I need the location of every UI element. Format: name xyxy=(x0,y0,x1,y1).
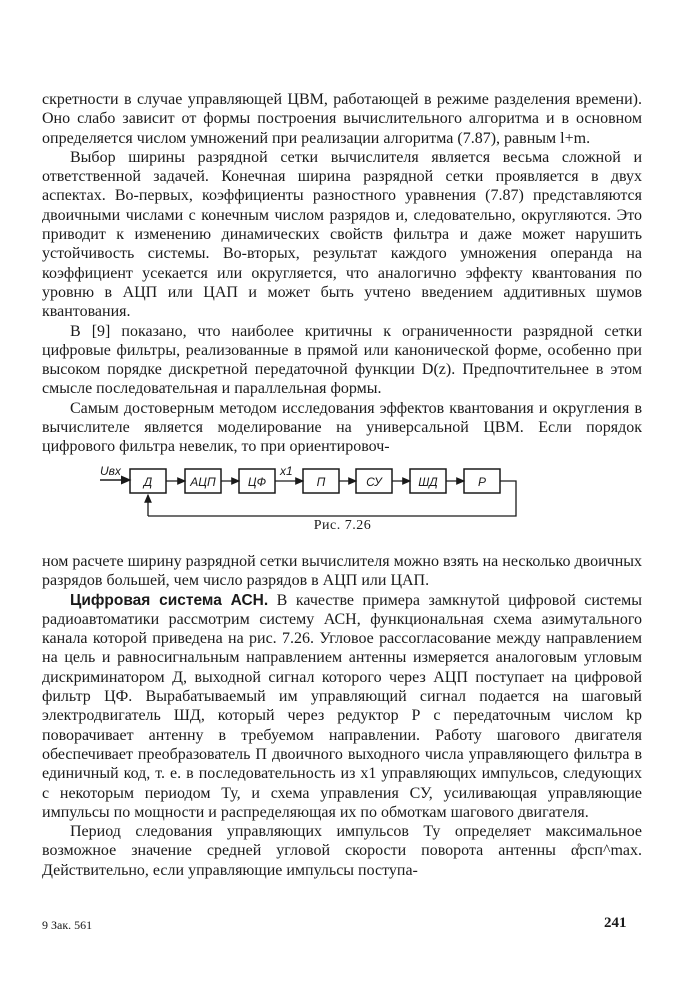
block-control-circuit xyxy=(356,469,392,493)
figure-caption: Рис. 7.26 xyxy=(313,518,372,533)
page-number: 241 xyxy=(604,915,627,931)
lower-text-block xyxy=(42,552,642,880)
block-diagram xyxy=(98,462,528,524)
block-label: Д xyxy=(143,475,153,489)
block-label: ЦФ xyxy=(247,475,267,489)
block-label: АЦП xyxy=(190,475,216,489)
paragraph-3: В [9] показано, что наиболее критичны к ограниченности разрядной сетки цифровые фильтры, реализованные в прямой или канонической форме, особенно при высоком порядке дискретной передаточной функции D(z). Предпочтительнее в этом смысле последовательная и параллельная формы. xyxy=(42,322,642,398)
paragraph-1: скретности в случае управляющей ЦВМ, работающей в режиме разделения времени). Оно слабо зависит от формы построения вычислительного алгоритма и в основном определяется числом умножений при реализации алгоритма (7.87), равным l+m. xyxy=(42,91,642,147)
block-converter xyxy=(303,469,339,493)
paragraph-2: Выбор ширины разрядной сетки вычислителя является весьма сложной и ответственной задачей. Конечная ширина разрядной сетки проявляется в двух аспектах. Во-первых, коэффициенты разностного уравнения (7.87) представляются двоичными числами с конечным числом разрядов и, следовательно, округляются. Это приводит к изменению динамических свойств фильтра и даже может нарушить устойчивость системы. Во-вторых, результат каждого умножения операнда на коэффициент усекается или округляется, что аналогично эффекту квантования по уровню в АЦП или ЦАП и может быть учтено введением аддитивных шумов квантования. xyxy=(42,148,642,321)
block-discriminator xyxy=(130,469,166,493)
section-paragraph xyxy=(42,591,642,823)
block-adc xyxy=(185,469,221,493)
block-label: СУ xyxy=(366,475,382,489)
section-body: В качестве примера замкнутой цифровой системы радиоавтоматики рассмотрим систему АСН, функциональная схема азимутального канала которой приведена на рис. 7.26. Угловое рассогласование между направлением на цель и равносигнальным направлением антенны измеряется аналоговым угловым дискриминатором Д, выходной сигнал которого через АЦП поступает на цифровой фильтр ЦФ. Вырабатываемый им управляющий сигнал подается на шаговый электродвигатель ШД, который через редуктор Р с передаточным числом kр поворачивает антенну в требуемом направлении. Работу шагового двигателя обеспечивает преобразователь П двоичного выходного числа управляющего фильтра в единичный код, т. е. в последовательность из x1 управляющих импульсов, следующих с некоторым периодом Ту, и схема управления СУ, усиливающая управляющие импульсы по мощности и распределяющая их по обмоткам шагового двигателя. xyxy=(42,591,642,821)
paragraph-4: Самым достоверным методом исследования эффектов квантования и округления в вычислителе является моделирование на универсальной ЦВМ. Если порядок цифрового фильтра невелик, то при ориентировоч- xyxy=(42,399,642,456)
block-label: Р xyxy=(477,475,487,489)
section-heading: Цифровая система АСН. xyxy=(70,591,269,609)
block-stepper-motor xyxy=(410,469,446,493)
top-text-block xyxy=(42,90,642,457)
input-label: Uвх xyxy=(100,464,121,478)
printer-signature: 9 Зак. 561 xyxy=(42,918,93,932)
block-reducer xyxy=(464,469,500,493)
signal-label: x1 xyxy=(280,464,293,478)
block-digital-filter xyxy=(239,469,275,493)
block-label: П xyxy=(316,475,326,489)
last-paragraph: Период следования управляющих импульсов Ту определяет максимальное возможное значение средней угловой скорости поворота антенны α̊рсп^max. Действительно, если управляющие импульсы поступа- xyxy=(42,823,642,879)
continuation-paragraph: ном расчете ширину разрядной сетки вычислителя можно взять на несколько двоичных разрядов большей, чем число разрядов в АЦП или ЦАП. xyxy=(42,553,642,590)
block-label: ШД xyxy=(418,475,438,489)
